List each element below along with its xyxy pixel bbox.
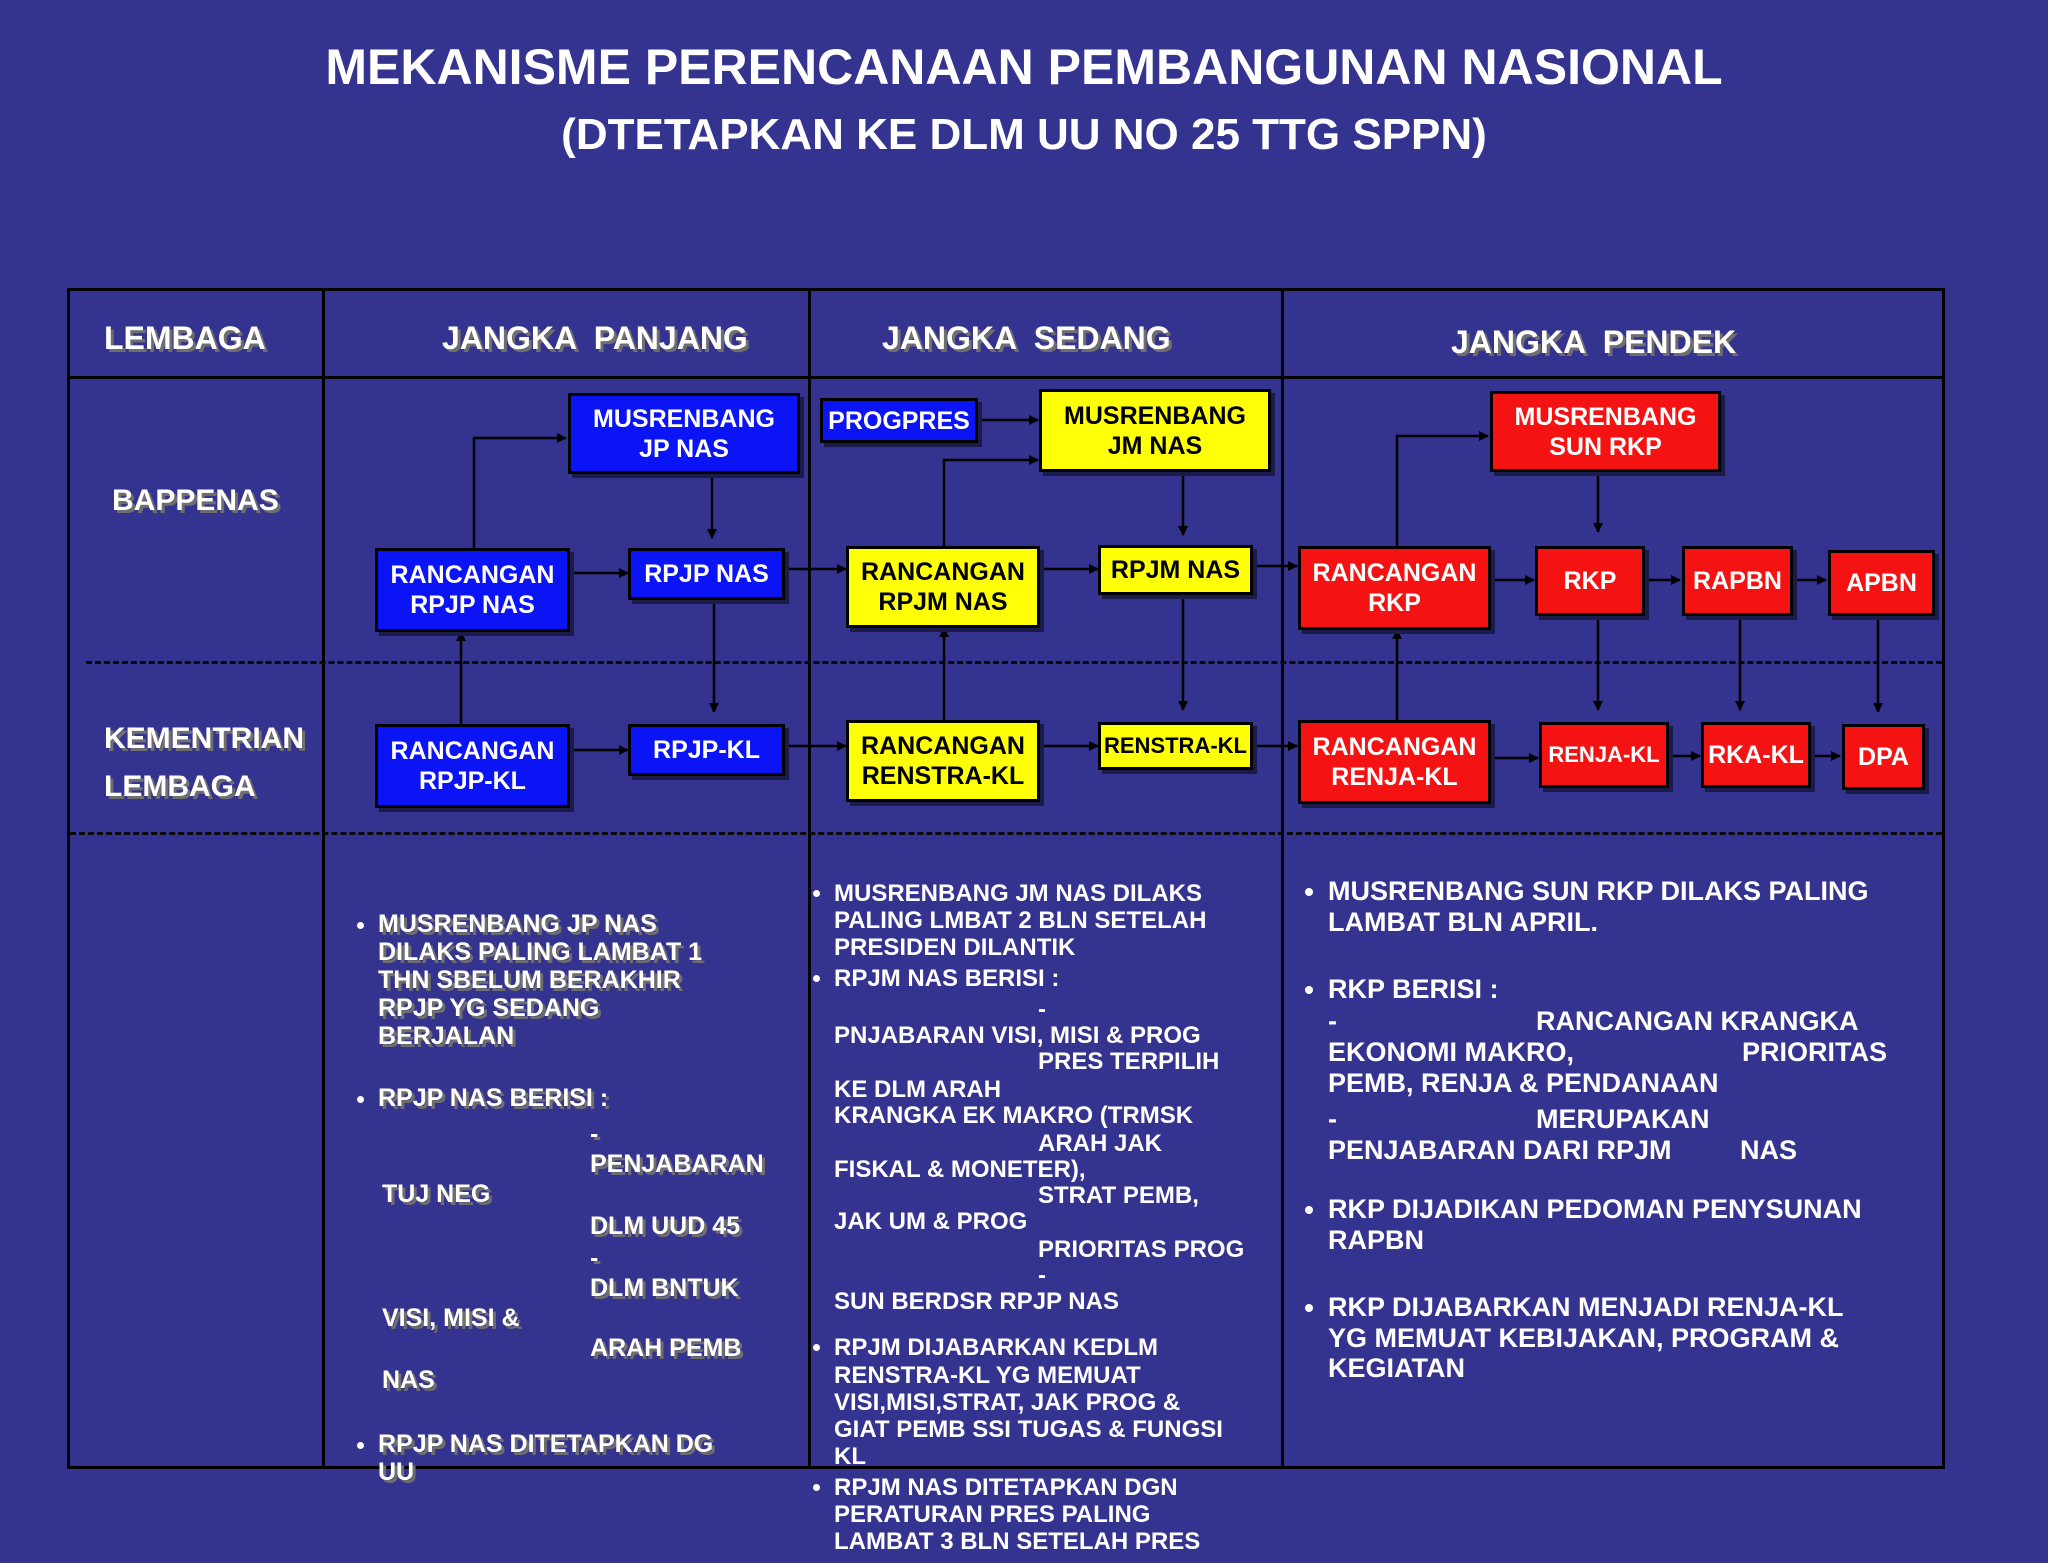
row-label-kementrian: KEMENTRIAN <box>104 722 304 755</box>
notes-jangka-pendek: • MUSRENBANG SUN RKP DILAKS PALING LAMBAT BLN APRIL. • RKP BERISI : - RANCANGAN KRANGKA EKONOMI MAKRO, PRIORITAS PEMB, RENJA & PENDANAAN - MERUPAKAN PENJABARAN DARI RPJM NAS • RKP DIJADIKAN PEDOMAN PENYSUNAN RAPBN • RKP DIJABARKAN MENJADI RENJA-KL YG MEMUAT KEBIJAKAN, PROGRAM & KEGIATAN <box>1306 876 1936 1392</box>
note-pendek-1: • MUSRENBANG SUN RKP DILAKS PALING LAMBAT BLN APRIL. <box>1328 876 1936 938</box>
box-rancangan-rpjp-nas: RANCANGAN RPJP NAS <box>375 548 570 632</box>
note-pendek-2: • RKP BERISI : <box>1328 974 1936 1005</box>
box-rancangan-renstra-kl: RANCANGAN RENSTRA-KL <box>846 720 1040 802</box>
header-jangka-panjang: JANGKA PANJANG <box>442 320 748 356</box>
box-rkp: RKP <box>1535 546 1645 616</box>
note-panjang-3: • RPJP NAS DITETAPKAN DG UU <box>378 1430 796 1486</box>
box-renja-kl: RENJA-KL <box>1539 722 1669 788</box>
row-label-bappenas: BAPPENAS <box>112 484 279 517</box>
box-rancangan-rkp: RANCANGAN RKP <box>1298 546 1491 630</box>
note-panjang-2: • RPJP NAS BERISI : <box>378 1084 796 1112</box>
box-musrenbang-jp-nas: MUSRENBANG JP NAS <box>568 393 800 474</box>
box-rancangan-rpjp-kl: RANCANGAN RPJP-KL <box>375 724 570 808</box>
box-rpjm-nas: RPJM NAS <box>1098 545 1253 595</box>
note-sedang-1: • MUSRENBANG JM NAS DILAKS PALING LMBAT 2 BLN SETELAH PRESIDEN DILANTIK <box>834 880 1282 961</box>
page-title: MEKANISME PERENCANAAN PEMBANGUNAN NASIONAL <box>325 39 1723 95</box>
box-rka-kl: RKA-KL <box>1701 722 1811 788</box>
box-dpa: DPA <box>1842 724 1925 790</box>
arrow-rancangan-rkp-to-musrenbang-sun <box>1397 436 1488 546</box>
box-musrenbang-jm-nas: MUSRENBANG JM NAS <box>1039 389 1271 472</box>
notes-jangka-sedang: • MUSRENBANG JM NAS DILAKS PALING LMBAT 2 BLN SETELAH PRESIDEN DILANTIK • RPJM NAS BERISI : - PNJABARAN VISI, MISI & PROG PRES TERPILIH KE DLM ARAH KRANGKA EK MAKRO (TRMSK ARAH JAK FISKAL & MONETER), STRAT PEMB, JAK UM & PROG PRIORITAS PROG - SUN BERDSR RPJP NAS • RPJM DIJABARKAN KEDLM RENSTRA-KL YG MEMUAT VISI,MISI,STRAT, JAK PROG & GIAT PEMB SSI TUGAS & FUNGSI KL • RPJM NAS DITETAPKAN DGN PERATURAN PRES PALING LAMBAT 3 BLN SETELAH PRES <box>812 880 1282 1563</box>
row-label-lembaga: LEMBAGA <box>104 770 256 803</box>
note-sedang-2: • RPJM NAS BERISI : <box>834 965 1282 992</box>
note-pendek-3: • RKP DIJADIKAN PEDOMAN PENYSUNAN RAPBN <box>1328 1194 1936 1256</box>
header-jangka-pendek: JANGKA PENDEK <box>1451 324 1737 360</box>
box-rpjp-nas: RPJP NAS <box>628 548 785 600</box>
box-apbn: APBN <box>1828 550 1935 616</box>
box-progpres: PROGPRES <box>820 398 978 443</box>
header-jangka-sedang: JANGKA SEDANG <box>882 320 1171 356</box>
box-rpjp-kl: RPJP-KL <box>628 724 785 776</box>
box-renstra-kl: RENSTRA-KL <box>1098 722 1253 770</box>
box-rancangan-rpjm-nas: RANCANGAN RPJM NAS <box>846 546 1040 628</box>
header-lembaga: LEMBAGA <box>104 320 266 356</box>
note-panjang-1: • MUSRENBANG JP NAS DILAKS PALING LAMBAT 1 THN SBELUM BERAKHIR RPJP YG SEDANG BERJALAN <box>378 910 796 1050</box>
box-musrenbang-sun-rkp: MUSRENBANG SUN RKP <box>1490 391 1721 472</box>
note-sedang-4: • RPJM NAS DITETAPKAN DGN PERATURAN PRES PALING LAMBAT 3 BLN SETELAH PRES <box>834 1474 1282 1555</box>
notes-jangka-panjang: • MUSRENBANG JP NAS DILAKS PALING LAMBAT 1 THN SBELUM BERAKHIR RPJP YG SEDANG BERJALAN • RPJP NAS BERISI : - PENJABARAN TUJ NEG DLM UUD 45 - DLM BNTUK VISI, MISI & ARAH PEMB NAS • RPJP NAS DITETAPKAN DG UU <box>356 910 796 1494</box>
note-sedang-3: • RPJM DIJABARKAN KEDLM RENSTRA-KL YG MEMUAT VISI,MISI,STRAT, JAK PROG & GIAT PEMB SSI TUGAS & FUNGSI KL <box>834 1334 1282 1470</box>
note-pendek-4: • RKP DIJABARKAN MENJADI RENJA-KL YG MEMUAT KEBIJAKAN, PROGRAM & KEGIATAN <box>1328 1292 1936 1384</box>
box-rancangan-renja-kl: RANCANGAN RENJA-KL <box>1298 720 1491 804</box>
arrow-rancangan-rpjp-to-musrenbang-jp <box>474 438 566 548</box>
page-subtitle: (DTETAPKAN KE DLM UU NO 25 TTG SPPN) <box>561 110 1487 159</box>
arrow-rancangan-rpjm-to-musrenbang-jm <box>944 460 1038 546</box>
box-rapbn: RAPBN <box>1682 546 1793 616</box>
